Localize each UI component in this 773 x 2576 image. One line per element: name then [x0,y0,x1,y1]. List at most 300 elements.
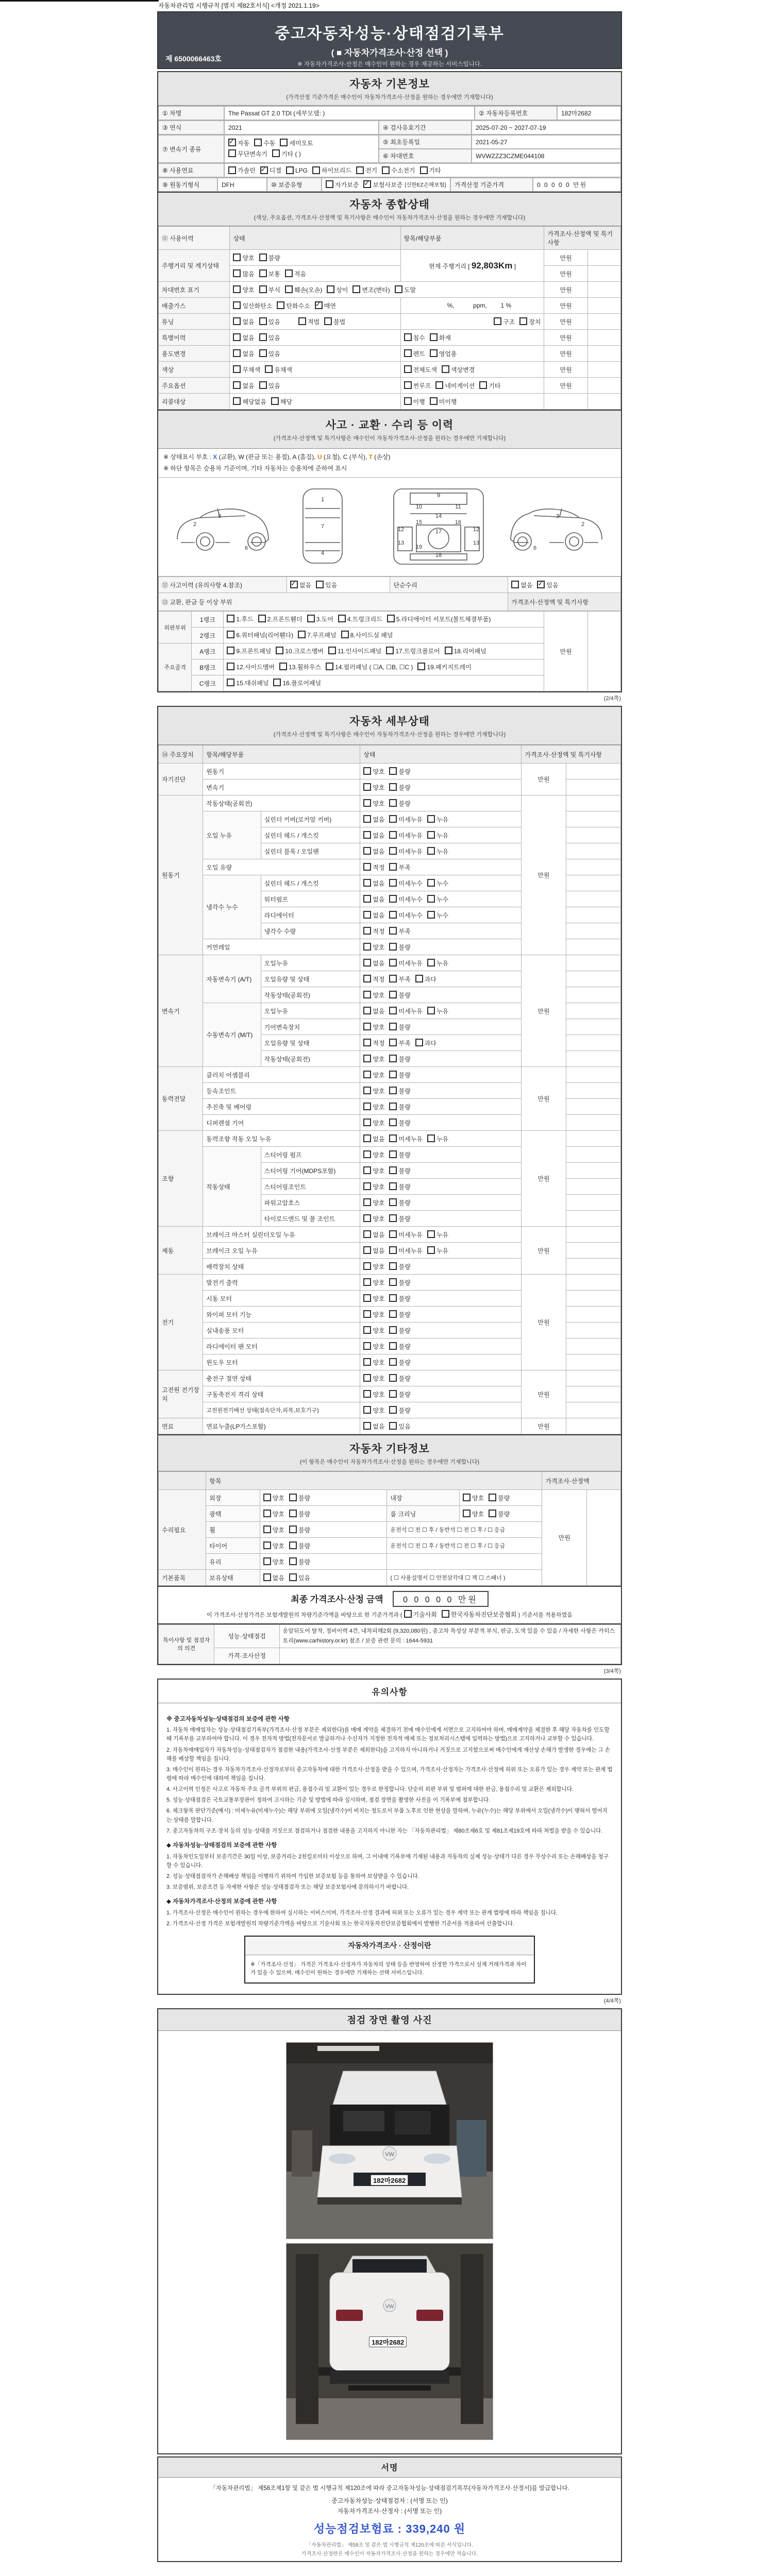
table-cell: C랭크 [192,675,224,691]
diagram-part-number: 7 [321,523,325,530]
table-cell [566,827,620,843]
checkbox [389,943,397,951]
checkbox-label: 적음 [294,270,307,278]
diagram-part-number: 12 [397,527,405,533]
checkbox-label: 부족 [398,975,411,983]
checkbox [233,285,241,293]
final-price-note-pre: 이 가격조사·산정가격은 보험개발원의 차량기준가액을 바탕으로 한 기준가격과 ( [207,1612,402,1619]
table-cell [566,1131,620,1147]
checkbox-label: 없음 [242,318,255,326]
table-cell: 만원 [544,282,587,298]
checkbox-label: 누유 [436,1007,449,1015]
checkbox-label: 1.후드 [236,615,254,623]
text-line: 3. 보증범위, 보증조건 등 자세한 사항은 성능·상태점검자 또는 해당 보증보험사에 문의하시기 바랍니다. [166,1884,409,1890]
table-cell: 동력전달 [159,1067,203,1131]
checkbox [363,1166,371,1174]
table-cell [360,1115,522,1131]
checkbox [327,285,334,293]
checkbox-label: 불량 [498,1510,510,1518]
checkbox [363,1294,371,1302]
checkbox [389,975,397,982]
sign-footnote-2: 가격조사·산정란은 매수인이 자동차가격조사·산정을 원하는 경우에만 적습니다. [301,2551,478,2557]
table-cell: 라디에이터 [261,907,360,923]
table-cell: 스티어링 펌프 [261,1147,360,1163]
checkbox-label: 기타 ( ) [281,150,301,158]
table-cell [400,346,544,362]
checkbox [363,943,371,951]
checkbox-label: 없음 [242,382,255,389]
checkbox-label: 누유 [436,959,449,967]
checkbox [494,317,501,325]
checkbox [272,149,280,157]
table-cell: 자동변속기 (A/T) [203,955,261,1003]
table-cell: 가격조사·산정액 및 특기사항 [522,745,621,764]
table-cell: 만원 [522,1418,566,1434]
legend-segment: W [238,453,244,461]
diagram-part-number: 2 [581,521,585,528]
svg-text:VW: VW [385,2304,394,2310]
checkbox-label: 영업용 [439,350,457,358]
table-cell: 만원 [544,362,587,378]
checkbox-label: 있음 [268,350,280,358]
summary-table [158,226,621,410]
engine-type-label: ⑨ 원동기형식 [158,178,217,192]
checkbox [263,1541,271,1549]
text-line: 1. 자동차인도일부터 보증기간은 30일 이상, 보증거리는 2천킬로미터 이상으로 하며, 그 이내에 기록부에 기재된 내용과 자동차의 실제 성능·상태가 다른 경우 무상수리 또는 손해배상을 청구할 수 있습니다. [166,1853,609,1869]
checkbox [389,927,397,935]
checkbox-label: 있음 [325,581,338,589]
block-detail [157,706,622,1665]
final-price-row [158,1586,621,1623]
checkbox [427,831,435,839]
checkbox-label: 없음 [373,1007,385,1015]
notice-perf-title: ◆ 자동차성능·상태점검의 보증에 관한 사항 [166,1842,277,1849]
table-cell: 상태 [360,745,522,764]
checkbox-label: 누유 [436,816,449,823]
table-cell [360,1402,522,1418]
diagram-part-number: 2 [193,521,197,528]
table-cell: 추진축 및 베어링 [203,1099,360,1115]
table-cell: 운전석 ☐ 전 ☐ 후 / 동반석 ☐ 전 ☐ 후 / ☐ 응급 [387,1538,542,1554]
fuel-label: ⑧ 사용연료 [158,163,224,177]
table-cell [360,795,522,811]
accident-legend [158,449,621,478]
table-row [159,1648,621,1664]
legend-segment: (교환), [217,453,239,461]
text-line: 2. 가격조사·산정 가격은 보험개발원의 차량기준가액을 바탕으로 기술사회 또는 한국자동차진단보증협회에서 발행한 기준서를 적용하여 산출합니다. [166,1920,514,1927]
checkbox [263,1494,271,1501]
checkbox-label: 적정 [373,863,385,871]
table-cell: 충전구 절연 상태 [203,1370,360,1386]
checkbox [259,285,267,293]
checkbox-label: 미세누유 [398,1231,423,1239]
checkbox [389,1262,397,1270]
table-row [159,955,621,971]
checkbox [233,269,241,277]
table-cell [360,843,522,859]
table-cell: 유리 [206,1554,260,1570]
checkbox [289,1573,297,1581]
checkbox-label: 양호 [373,1199,385,1207]
table-cell: 라디에이터 팬 모터 [203,1338,360,1354]
diagram-part-number: 6 [244,545,248,552]
checkbox [307,615,315,622]
sign-title: 서명 [381,2464,398,2473]
table-cell: 고전원 전기장치 [159,1370,203,1418]
table-cell [360,1418,522,1434]
table-cell: 오일 유량 [203,859,360,875]
checkbox-label: 하이브리드 [321,167,351,174]
checkbox-label: 양호 [373,1279,385,1286]
table-cell: 만원 [522,1370,566,1418]
checkbox-label: 부식 [268,286,280,294]
checkbox [389,1326,397,1334]
table-cell [230,250,400,266]
checkbox [265,365,273,373]
checkbox-checked [363,180,371,188]
table-cell: 제동 [159,1227,203,1275]
document-title: 중고자동차성능·상태점검기록부 [275,25,505,42]
table-cell: 주요골격 [159,643,192,691]
sign-line-appraiser: 자동차가격조사·산정자 : (서명 또는 인) [337,2507,442,2515]
table-cell [566,859,620,875]
photo-area [158,2031,621,2453]
table-cell: 원동기 [203,764,360,779]
table-cell [566,1115,620,1131]
checkbox-label: 15.대쉬패널 [236,679,269,687]
table-row [159,378,621,394]
diagram-part-number: 3 [556,513,560,520]
table-cell: ⑫ 사고이력 (유의사항 4.참조) [159,577,287,593]
checkbox-label: 미세누유 [398,959,423,967]
checkbox [427,895,435,903]
checkbox-label: 있음 [298,1574,311,1582]
table-cell [159,1472,206,1490]
checkbox-label: 불법 [333,318,346,326]
checkbox-label: 불량 [298,1542,311,1550]
checkbox-label: 양호 [472,1510,484,1518]
accident-history-table [158,577,621,611]
checkbox [382,166,390,174]
table-cell: 연료 [159,1418,203,1434]
text-line: 4. 사고이력 인정은 사고로 자동차 주요 골격 부위의 판금, 용접수리 및 교환이 있는 경우로 한정합니다. 단순히 외판 부위 및 범퍼에 대한 판금, 용접수리 및 교환은 제외합니다. [166,1786,574,1793]
table-cell [586,1490,620,1586]
detail-table [158,745,621,1434]
checkbox-label: 일산화탄소 [242,302,273,310]
checkbox [389,1039,397,1046]
checkbox-label: 미세누수 [398,895,423,903]
checkbox [427,959,435,967]
checkbox-label: 없음 [373,816,385,823]
checkbox-label: 불량 [398,1263,411,1270]
checkbox-label: 무단변속기 [238,150,267,158]
checkbox-label: 3.도어 [316,615,333,623]
section-etc-title: 자동차 기타정보 [349,1443,430,1455]
section-basic-subtitle: (가격산정 기준가격은 매수인이 자동차가격조사·산정을 원하는 경우에만 기재합니다) [286,94,493,100]
checkbox [389,1055,397,1062]
checkbox [258,615,266,622]
final-price-note [163,1610,616,1619]
table-cell: 배력장치 상태 [203,1259,360,1275]
table-cell: 작동상태(공회전) [261,987,360,1003]
checkbox-label: 있음 [268,318,280,326]
table-cell: 운전석 ☐ 전 ☐ 후 / 동반석 ☐ 전 ☐ 후 / ☐ 응급 [387,1522,542,1538]
table-cell [566,1211,620,1227]
table-row [159,227,621,250]
legend-segment: ※ 상태표시 부호 : [163,453,213,461]
checkbox-label: 양호 [272,1510,284,1518]
checkbox-label: 있음 [546,581,559,589]
table-cell: 휠 [206,1522,260,1538]
checkbox [363,1230,371,1238]
price-definition-lines [245,1955,534,1983]
table-cell: 브레이크 오일 누유 [203,1243,360,1259]
checkbox [324,317,332,325]
table-cell: 만원 [522,1067,566,1131]
checkbox [363,799,371,807]
checkbox [404,365,412,373]
checkbox [259,317,267,325]
checkbox [404,381,412,389]
checkbox [227,679,234,686]
table-cell: 오일 누유 [203,811,261,859]
checkbox [489,1510,496,1517]
table-cell: 파워고압호스 [261,1195,360,1211]
table-cell: 용도변경 [159,346,230,362]
checkbox [356,166,364,174]
checkbox-label: 기술사회 [413,1611,437,1619]
table-cell [566,955,620,971]
warranty-label: ⑩ 보증유형 [267,178,322,192]
checkbox-label: 도말 [404,286,416,294]
table-cell [400,394,544,410]
table-row [159,330,621,346]
checkbox [263,1510,271,1517]
checkbox-label: 불량 [298,1558,311,1566]
checkbox-label: 미세누유 [398,848,423,855]
checkbox-label: LPG [295,166,308,174]
text-line: 3. 매수인이 원하는 경우 자동차가격조사·산정자로부터 중고자동차에 대한 가격조사·산정을 받을 수 있으며, 가격조사·산정자는 가격조사·산정에 허위 또는 오류가 있는 경우 계약 또는 관계 법령에 따라 매수인에 대하여 책임을 집니다. [166,1766,613,1782]
checkbox-label: 미세누유 [398,1247,423,1255]
checkbox-label: 양호 [272,1558,284,1566]
checkbox-label: 있음 [398,1422,411,1430]
table-cell [360,1147,522,1163]
checkbox [363,1390,371,1398]
table-cell: 1랭크 [192,612,224,628]
checkbox [273,679,281,686]
table-cell: 운앞뒤도어 탈착, 정비이력 4건, 내차피해2회 (9,320,080원) , 중고차 특성상 부분적 부식, 판금, 도색 있을 수 있음 / 자세한 사항은 카히스토리(www.carhistory.or.kr) 참조 / 보증 관련 문의 : 1644-5931 [279,1625,620,1648]
table-cell: 만원 [522,1275,566,1370]
table-cell [360,1275,522,1291]
checkbox-label: 미세누유 [398,816,423,823]
table-row [159,1131,621,1147]
table-cell [360,859,522,875]
checkbox [363,991,371,998]
checkbox-label: 없음 [373,848,385,855]
checkbox [389,863,397,871]
table-cell [587,612,620,691]
checkbox-label: 없음 [242,350,255,358]
checkbox-label: 많음 [242,270,255,278]
checkbox-label: 불량 [398,1327,411,1334]
table-cell [566,1259,620,1275]
table-cell: 실내송풍 모터 [203,1323,360,1338]
checkbox [389,799,397,807]
checkbox-label: 4.트렁크리드 [347,615,382,623]
checkbox-label: 기타 [429,167,441,174]
table-cell [360,1163,522,1179]
checkbox [341,631,349,638]
checkbox-label: 5.라디에이터 서포트(볼트체결부품) [396,615,491,623]
table-cell [544,394,587,410]
checkbox-label: 불량 [398,1215,411,1223]
checkbox-label: 적정 [373,927,385,935]
checkbox [227,647,234,654]
checkbox-label: 양호 [373,1391,385,1398]
checkbox-label: 없음 [373,832,385,839]
engine-type-value: DFH [217,178,267,192]
table-cell [566,779,620,795]
checkbox-label: 미이행 [439,398,457,405]
table-cell: 외장 [206,1490,260,1506]
table-cell: 상태 [230,227,400,250]
checkbox-label: 불량 [398,1311,411,1318]
notice-perf-items [166,1853,613,1892]
inspection-value: 2025-07-20 ~ 2027-07-19 [472,121,621,134]
checkbox-label: 누유 [436,1135,449,1143]
table-row [159,282,621,298]
table-cell: 특이사항 및 점검자의 의견 [159,1625,214,1664]
checkbox-label: 양호 [242,254,255,262]
text-line: 6. 체크항목 판단기준(예시) : 미세누유(미세누수)는 해당 부위에 오일(냉각수)이 비치는 정도로서 부품 노후로 인한 현상을 말하며, 누유(누수)는 해당 부위에서 오일(냉각수)이 맺혀서 떨어지는 상태를 말합니다. [166,1808,608,1823]
checkbox [511,581,519,588]
checkbox [298,631,306,638]
table-cell: 변속기 [159,955,203,1067]
checkbox-label: 누수 [436,895,449,903]
checkbox [254,139,262,146]
checkbox [463,1494,470,1501]
text-line: ※「가격조사·산정」 가격은 가격조사·산정자가 자동차의 상태 등을 반영하여 산정한 가격으로서 실제 거래가격과 차이가 있을 수 있으며, 매수인이 원하는 경우에만 기재하는 선택 서비스입니다. [250,1961,527,1976]
checkbox [363,815,371,823]
diagram-part-number: 15 [415,519,423,526]
checkbox [276,647,283,654]
checkbox-label: 렌트 [413,350,425,358]
table-row [159,1472,621,1490]
checkbox-label: 불량 [298,1526,311,1534]
checkbox-label: 없음 [373,1231,385,1239]
page-marker-4: (4/4쪽) [603,1998,621,2005]
fuel-options [224,163,621,177]
checkbox [389,959,397,967]
checkbox-label: 양호 [373,800,385,807]
legend-segment: (요철), [322,453,343,461]
table-cell [287,577,390,593]
checkbox-label: 불량 [298,1494,311,1502]
table-cell: B랭크 [192,659,224,675]
checkbox [312,166,320,174]
checkbox-label: 불량 [398,1167,411,1175]
checkbox [363,863,371,871]
car-diagram [158,478,621,577]
final-price-label: 최종 가격조사·산정 금액 [291,1595,383,1605]
checkbox [263,1557,271,1565]
table-cell: 작동상태(공회전) [261,1051,360,1067]
checkbox-label: 불량 [398,1295,411,1302]
checkbox [259,253,267,261]
table-cell [566,1227,620,1243]
checkbox [420,166,428,174]
table-cell [566,1099,620,1115]
checkbox [363,1007,371,1014]
checkbox-label: 누수 [436,879,449,887]
checkbox-label: 양호 [373,1167,385,1175]
table-cell: 룸 크리닝 [387,1506,459,1522]
legend-segment: X [213,453,217,461]
table-cell: 동력조향 작동 오일 누유 [203,1131,360,1147]
table-cell [566,1291,620,1307]
checkbox-label: 양호 [373,784,385,791]
table-cell: 항목/해당부품 [203,745,360,764]
table-cell [587,298,620,314]
table-cell: 구동축전지 격리 상태 [203,1386,360,1402]
table-cell [587,378,620,394]
table-cell [360,1019,522,1035]
table-cell [230,362,400,378]
table-cell [360,1338,522,1354]
checkbox [389,1182,397,1190]
table-cell [230,314,400,330]
checkbox [363,767,371,775]
checkbox [363,895,371,903]
notice-body [158,1703,621,1994]
legend-line-2: ※ 하단 항목은 승용차 기준이며, 기타 자동차는 승용차에 준하여 표시 [163,464,347,472]
first-reg-value: 2021-05-27 [472,135,621,149]
table-cell [508,577,621,593]
checkbox-label: 수소전기 [391,167,415,174]
checkbox-label: 없음 [373,1135,385,1143]
block-basic-summary-accident [157,71,622,692]
table-cell [360,923,522,939]
checkbox [386,647,394,654]
legend-segment: (흠집), [296,453,317,461]
table-cell [360,987,522,1003]
checkbox [363,1374,371,1382]
table-cell: 원동기 [159,795,203,955]
checkbox-label: 양호 [242,286,255,294]
table-cell [360,1227,522,1243]
checkbox-label: 없음 [373,1422,385,1430]
table-cell [360,827,522,843]
checkbox [233,365,241,373]
checkbox [389,1406,397,1414]
checkbox-label: 없음 [520,581,533,589]
table-cell [360,1067,522,1083]
diagram-part-number: 14 [435,513,442,520]
table-cell [587,346,620,362]
checkbox-label: 6.쿼터패널(리어휀다) [236,631,294,639]
table-row [159,612,621,628]
checkbox [363,911,371,919]
sign-body [158,2478,621,2561]
table-cell [360,907,522,923]
checkbox [489,1494,496,1501]
table-cell [566,843,620,859]
table-cell [360,1035,522,1051]
table-cell [260,1538,387,1554]
table-cell [360,779,522,795]
checkbox-label: 적법 [307,318,320,326]
table-row [159,298,621,314]
